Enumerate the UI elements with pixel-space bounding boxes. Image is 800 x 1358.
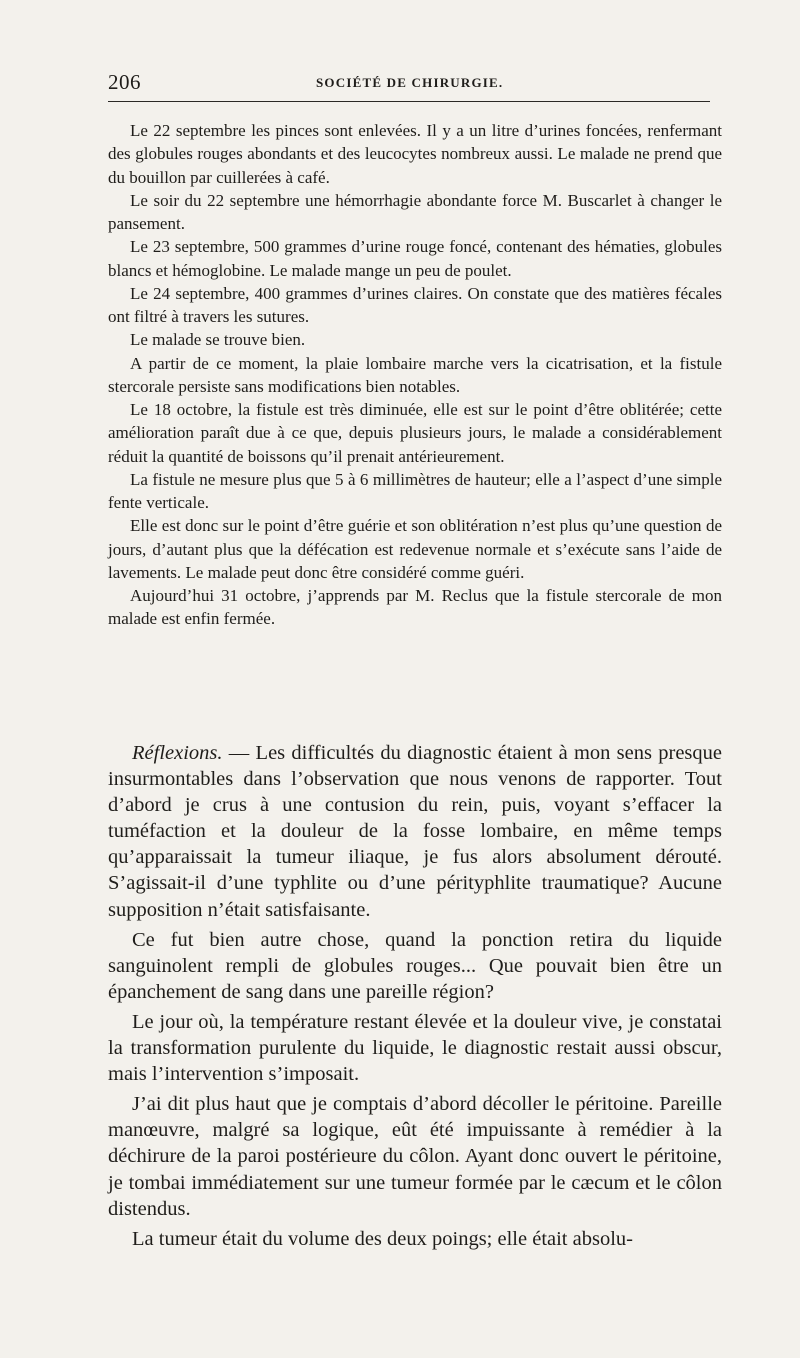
observation-paragraph: La fistule ne mesure plus que 5 à 6 millimètres de hauteur; elle a l’aspect d’une simple fente verticale. xyxy=(108,469,722,512)
reflexions-label: Réflexions. xyxy=(132,742,223,764)
observation-paragraph: Le 24 septembre, 400 grammes d’urines claires. On constate que des matières fécales ont filtré à travers les sutures. xyxy=(108,283,722,326)
page-header xyxy=(108,70,720,96)
observation-paragraph: Le malade se trouve bien. xyxy=(130,330,306,350)
reflexions-paragraph: La tumeur était du volume des deux poings; elle était absolu- xyxy=(132,1227,633,1250)
page-number: 206 xyxy=(108,70,141,94)
observation-paragraph: Le 22 septembre les pinces sont enlevées. Il y a un litre d’urines foncées, renfermant des globules rouges abondants et des leucocytes nombreux aussi. Le malade ne prend que du bouillon par cuillerées à café. xyxy=(108,121,722,187)
running-title: SOCIÉTÉ DE CHIRURGIE. xyxy=(316,75,504,90)
header-rule xyxy=(108,101,710,102)
reflexions-paragraph: Le jour où, la température restant élevée et la douleur vive, je constatai la transformation purulente du liquide, le diagnostic restait aussi obscur, mais l’intervention s’imposait. xyxy=(108,1010,722,1086)
observation-paragraph: Le 23 septembre, 500 grammes d’urine rouge foncé, contenant des hématies, globules blancs et hémoglobine. Le malade mange un peu de poulet. xyxy=(108,237,722,280)
reflexions-paragraph: Ce fut bien autre chose, quand la ponction retira du liquide sanguinolent rempli de globules rouges... Que pouvait bien être un épanchement de sang dans une pareille région? xyxy=(108,928,722,1003)
reflexions-paragraph: J’ai dit plus haut que je comptais d’abord décoller le péritoine. Pareille manœuvre, malgré sa logique, eût été impuissante à remédier à la déchirure de la paroi postérieure du côlon. Ayant donc ouvert le péritoine, je tombai immédiatement sur une tumeur formée par le cæcum et le côlon distendus. xyxy=(108,1093,722,1220)
reflexions-intro-text: — Les difficultés du diagnostic étaient à mon sens presque insurmontables dans l’observation que nous venons de rapporter. Tout d’abord je crus à une contusion du rein, puis, voyant s’effacer la tuméfaction et la douleur de la fosse lombaire, en même temps qu’apparaissait la tumeur iliaque, je fus alors absolument dérouté. S’agissait-il d’une typhlite ou d’une pérityphlite traumatique? Aucune supposition n’était satisfaisante. xyxy=(108,742,722,921)
observation-paragraph: Elle est donc sur le point d’être guérie et son oblitération n’est plus qu’une question de jours, d’autant plus que la défécation est redevenue normale et s’exécute sans l’aide de lavements. Le malade peut donc être considéré comme guéri. xyxy=(108,516,722,582)
reflexions-paragraph xyxy=(108,740,722,923)
observation-paragraph: Le soir du 22 septembre une hémorrhagie abondante force M. Buscarlet à changer le pansement. xyxy=(108,190,722,233)
observation-paragraph: A partir de ce moment, la plaie lombaire marche vers la cicatrisation, et la fistule stercorale persiste sans modifications bien notables. xyxy=(108,353,722,396)
observation-paragraph: Le 18 octobre, la fistule est très diminuée, elle est sur le point d’être oblitérée; cette amélioration paraît due à ce que, depuis plusieurs jours, le malade a considérablement réduit la quantité de boissons qu’il prenait antérieurement. xyxy=(108,400,722,466)
observation-paragraph: Aujourd’hui 31 octobre, j’apprends par M. Reclus que la fistule stercorale de mon malade est enfin fermée. xyxy=(108,586,722,629)
reflexions-section xyxy=(108,740,722,1252)
observation-text xyxy=(108,119,722,631)
